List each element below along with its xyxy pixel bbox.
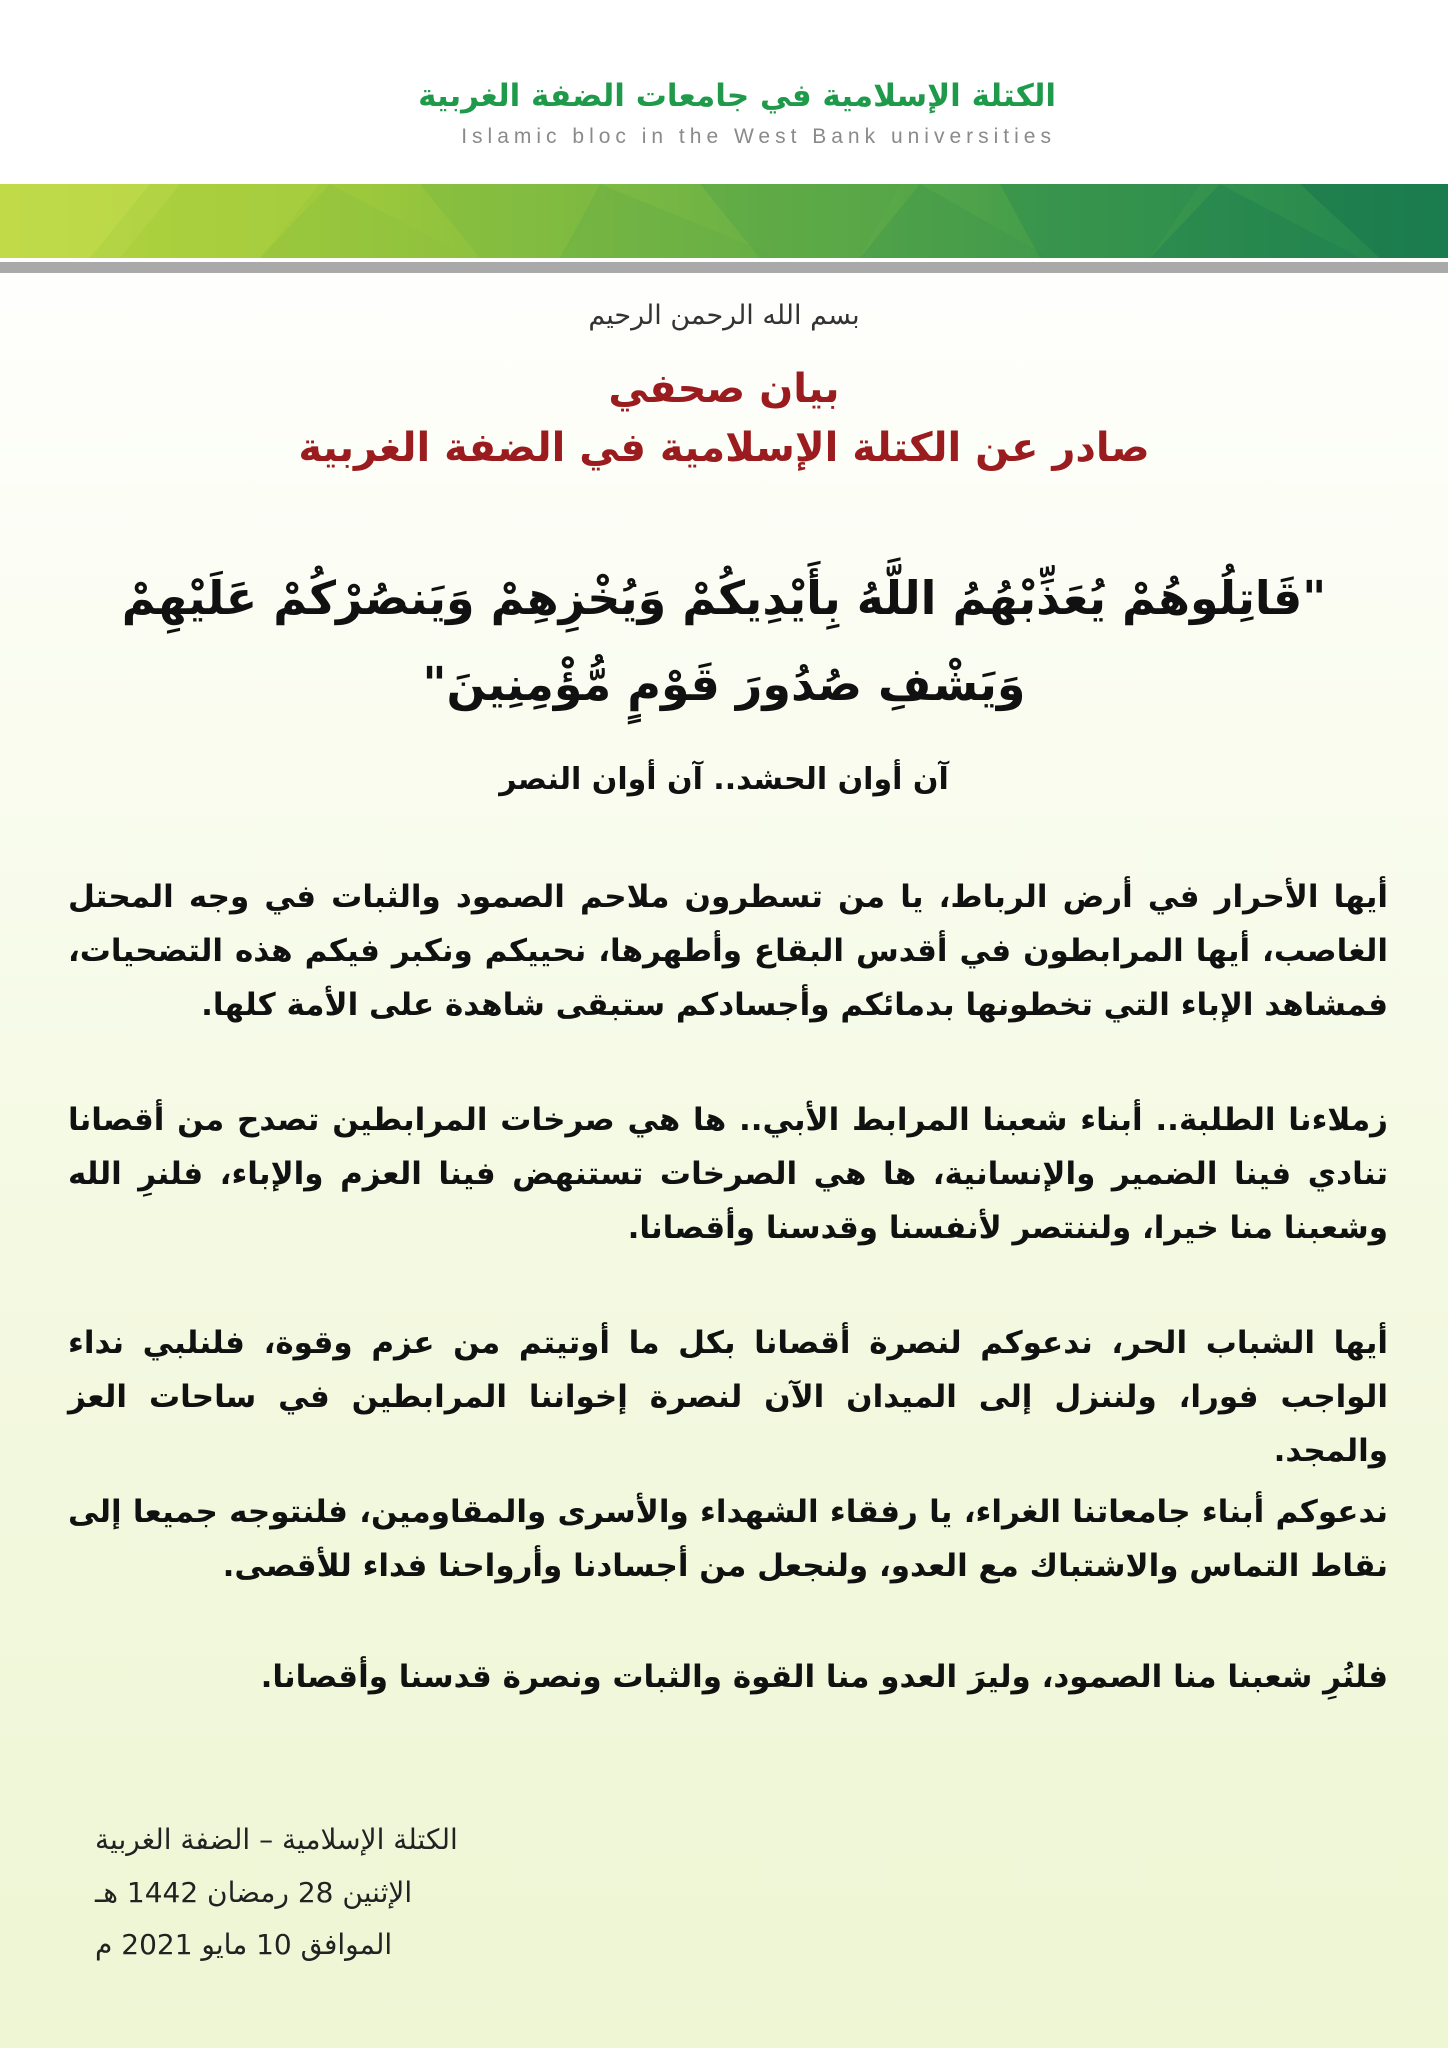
org-name-english: Islamic bloc in the West Bank universities <box>461 125 1056 148</box>
header-divider <box>0 262 1448 273</box>
org-name-arabic: الكتلة الإسلامية في جامعات الضفة الغربية <box>418 78 1056 114</box>
closing-statement: فلنُرِ شعبنا منا الصمود، وليرَ العدو منا القوة والثبات ونصرة قدسنا وأقصانا. <box>260 1659 1388 1695</box>
quran-verse: "قَاتِلُوهُمْ يُعَذِّبْهُمُ اللَّهُ بِأَيْدِيكُمْ وَيُخْزِهِمْ وَيَنصُرْكُمْ عَلَيْهِمْ وَيَشْفِ صُدُورَ قَوْمٍ مُّؤْمِنِينَ" <box>121 571 1327 711</box>
paragraph-3: أيها الشباب الحر، ندعوكم لنصرة أقصانا بكل ما أوتيتم من عزم وقوة، فلنلبي نداء الواجب فورا، ولننزل إلى الميدان الآن لنصرة إخواننا المرابطين في ساحات العز والمجد. <box>68 1325 1388 1469</box>
paragraph-2: زملاءنا الطلبة.. أبناء شعبنا المرابط الأبي.. ها هي صرخات المرابطين تصدح من أقصانا تنادي فينا الضمير والإنسانية، ها هي الصرخات تستنهض فينا العزم والإباء، فلنرِ الله وشعبنا منا خيرا، ولننتصر لأنفسنا وقدسنا وأقصانا. <box>68 1102 1388 1246</box>
signature-org: الكتلة الإسلامية – الضفة الغربية <box>95 1823 458 1856</box>
slogan: آن أوان الحشد.. آن أوان النصر <box>499 762 949 797</box>
document-subtitle: صادر عن الكتلة الإسلامية في الضفة الغربية <box>298 425 1150 471</box>
paragraph-1: أيها الأحرار في أرض الرباط، يا من تسطرون ملاحم الصمود والثبات في وجه المحتل الغاصب، أيها المرابطون في أقدس البقاع وأطهرها، نحييكم ونكبر فيكم هذه التضحيات، فمشاهد الإباء التي تخطونها بدمائكم وأجسادكم ستبقى شاهدة على الأمة كلها. <box>68 879 1388 1023</box>
band-pattern-icon <box>0 184 1448 258</box>
signature-gregorian-date: الموافق 10 مايو 2021 م <box>95 1928 393 1961</box>
basmala: بسم الله الرحمن الرحيم <box>588 300 860 331</box>
decorative-green-band <box>0 184 1448 258</box>
letterhead <box>0 0 1448 180</box>
paragraph-4: ندعوكم أبناء جامعاتنا الغراء، يا رفقاء الشهداء والأسرى والمقاومين، فلنتوجه جميعا إلى نقاط التماس والاشتباك مع العدو، ولنجعل من أجسادنا وأرواحنا فداء للأقصى. <box>68 1494 1388 1584</box>
signature-hijri-date: الإثنين 28 رمضان 1442 هـ <box>95 1876 413 1909</box>
document-title: بيان صحفي <box>608 366 840 412</box>
